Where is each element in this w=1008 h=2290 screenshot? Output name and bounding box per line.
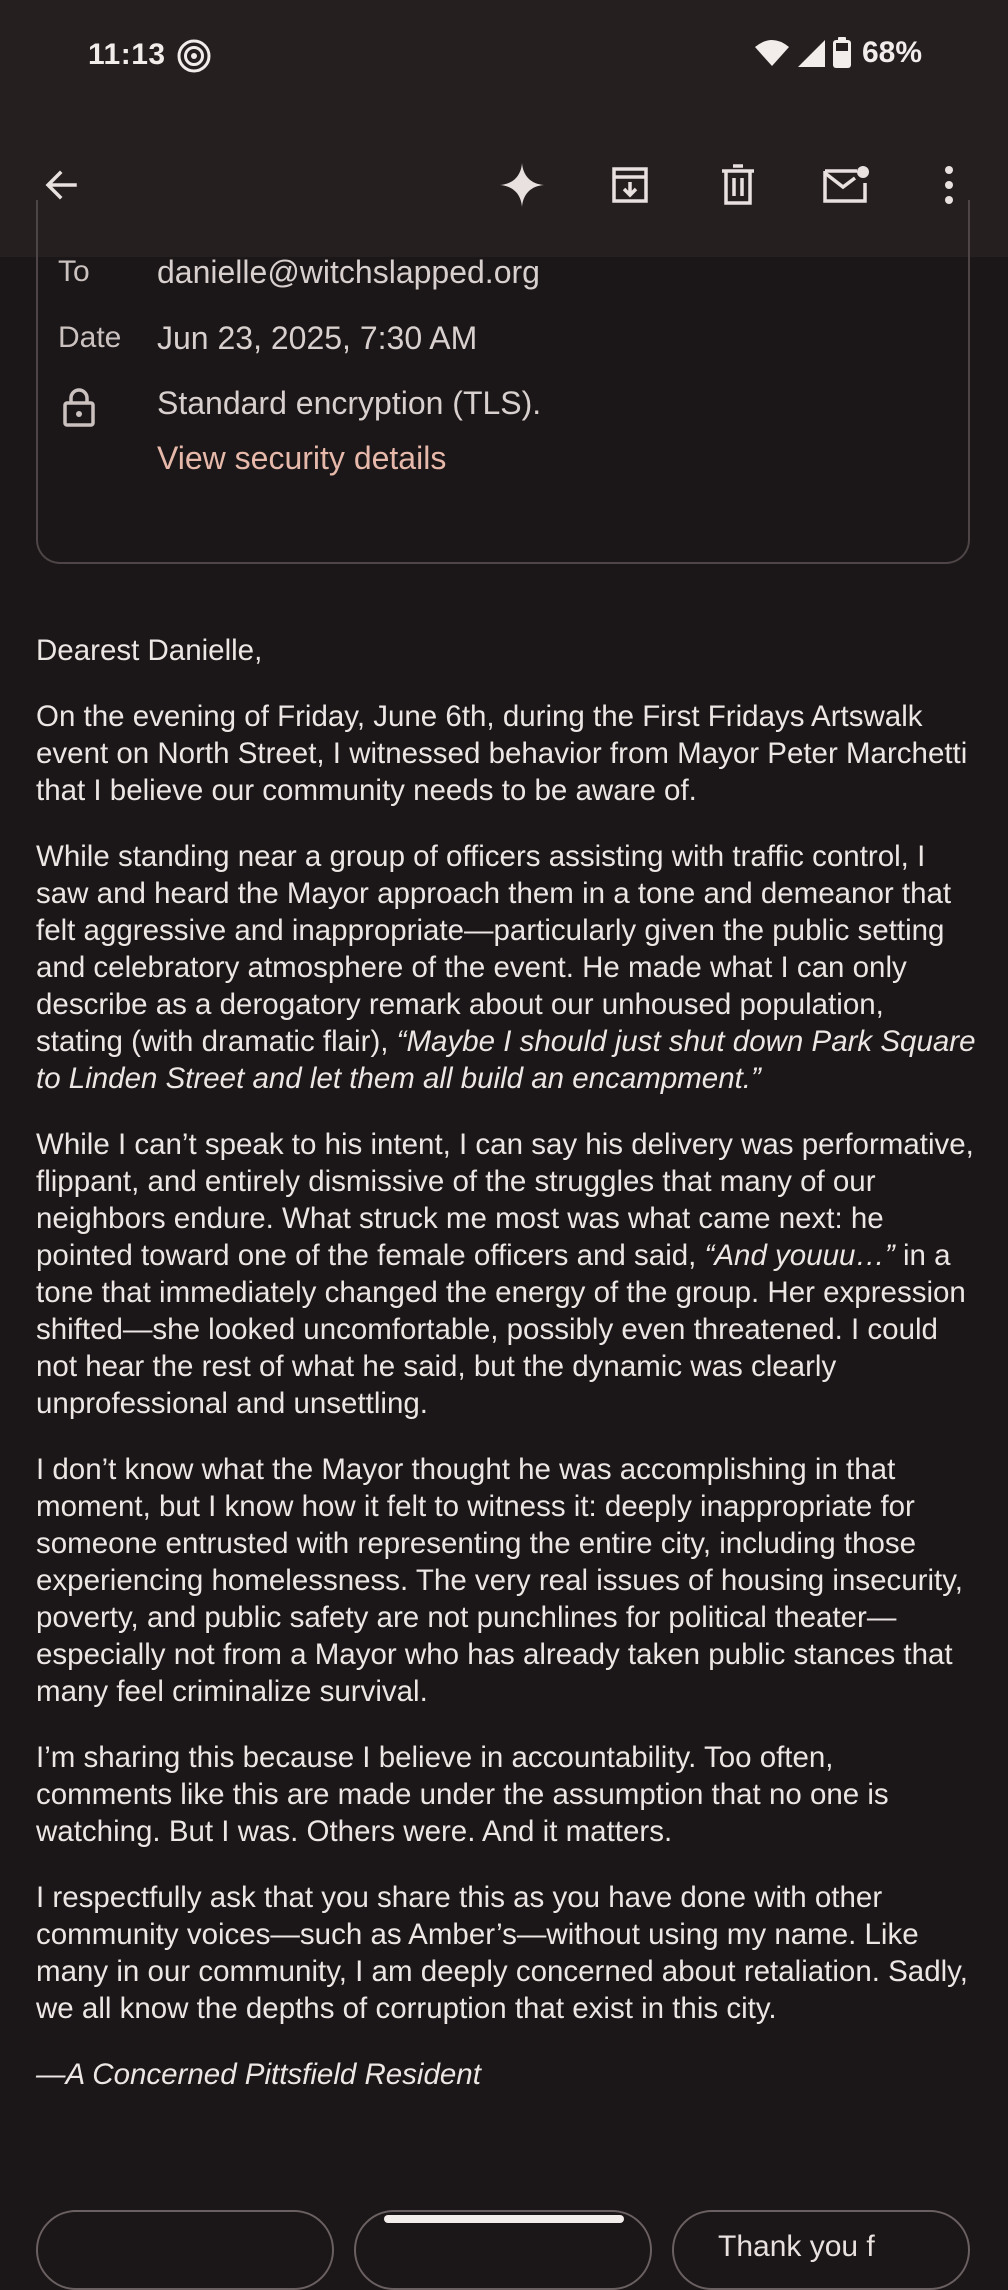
- paragraph-3-text-b: in a tone that immediately changed the energy of the group. Her expression shifted—she looked uncomfortable, possibly even threatened. I could not hear the rest of what he said, but the dynamic was clearly unprofessional and unsettling.: [36, 1239, 966, 1420]
- paragraph-6: I respectfully ask that you share this as you have done with other community voices—such as Amber’s—without using my name. Like many in our community, I am deeply concerned about retaliation. Sadly, we all know the depths of corruption that exist in this city.: [36, 1881, 968, 2025]
- smart-reply-chip-3[interactable]: [672, 2210, 970, 2290]
- paragraph-2-quote: “Maybe I should just shut down Park Square to Linden Street and let them all build an encampment.”: [36, 1025, 976, 1095]
- paragraph-2: [36, 838, 976, 1097]
- status-bar: [0, 0, 1008, 115]
- greeting: Dearest Danielle,: [36, 634, 263, 667]
- lock-icon: [62, 387, 96, 427]
- paragraph-3-text-a: While I can’t speak to his intent, I can say his delivery was performative, flippant, and entirely dismissive of the struggles that many of our neighbors endure. What struck me most was what came next: he pointed toward one of the female officers and said,: [36, 1128, 974, 1272]
- battery-icon: [832, 37, 852, 69]
- battery-percent: 68%: [861, 36, 922, 69]
- paragraph-1: On the evening of Friday, June 6th, during the First Fridays Artswalk event on North Street, I witnessed behavior from Mayor Peter Marchetti that I believe our community needs to be aware of.: [36, 700, 968, 807]
- email-body: [36, 632, 976, 2122]
- paragraph-5: I’m sharing this because I believe in accountability. Too often, comments like this are made under the assumption that no one is watching. But I was. Others were. And it matters.: [36, 1741, 889, 1848]
- encryption-text: Standard encryption (TLS).: [157, 385, 542, 421]
- wifi-icon: [754, 38, 790, 68]
- paragraph-3-quote: “And youuu…”: [704, 1239, 895, 1272]
- view-security-details-link[interactable]: View security details: [157, 440, 447, 476]
- date-value: Jun 23, 2025, 7:30 AM: [157, 320, 478, 356]
- mark-unread-icon: [821, 165, 869, 205]
- arrow-left-icon: [41, 165, 81, 205]
- status-time: 11:13: [88, 38, 166, 71]
- paragraph-3: [36, 1126, 976, 1422]
- paragraph-2-text: While standing near a group of officers assisting with traffic control, I saw and heard the Mayor approach them in a tone and demeanor that felt aggressive and inappropriate—particularly given the public setting and celebratory atmosphere of the event. He made what I can only describe as a derogatory remark about our unhoused population, stating (with dramatic flair),: [36, 840, 952, 1058]
- cell-signal-icon: [796, 38, 826, 68]
- signature-text: —A Concerned Pittsfield Resident: [36, 2058, 481, 2091]
- date-label: Date: [58, 321, 122, 354]
- at-sign-icon: [176, 38, 212, 74]
- signature: [36, 2056, 976, 2093]
- more-vertical-icon: [943, 165, 955, 205]
- smart-reply-chip-1[interactable]: [36, 2210, 334, 2290]
- status-indicators: [754, 36, 922, 70]
- home-indicator[interactable]: [384, 2215, 624, 2223]
- to-value: danielle@witchslapped.org: [157, 254, 540, 290]
- paragraph-4: I don’t know what the Mayor thought he was accomplishing in that moment, but I know how it felt to witness it: deeply inappropriate for someone entrusted with representing the entire city, including those experiencing homelessness. The very real issues of housing insecurity, poverty, and public safety are not punchlines for political theater—especially not from a Mayor who has already taken public stances that many feel criminalize survival.: [36, 1453, 963, 1708]
- to-label: To: [58, 255, 90, 288]
- smart-reply-chip-3-label: Thank you f: [718, 2230, 875, 2263]
